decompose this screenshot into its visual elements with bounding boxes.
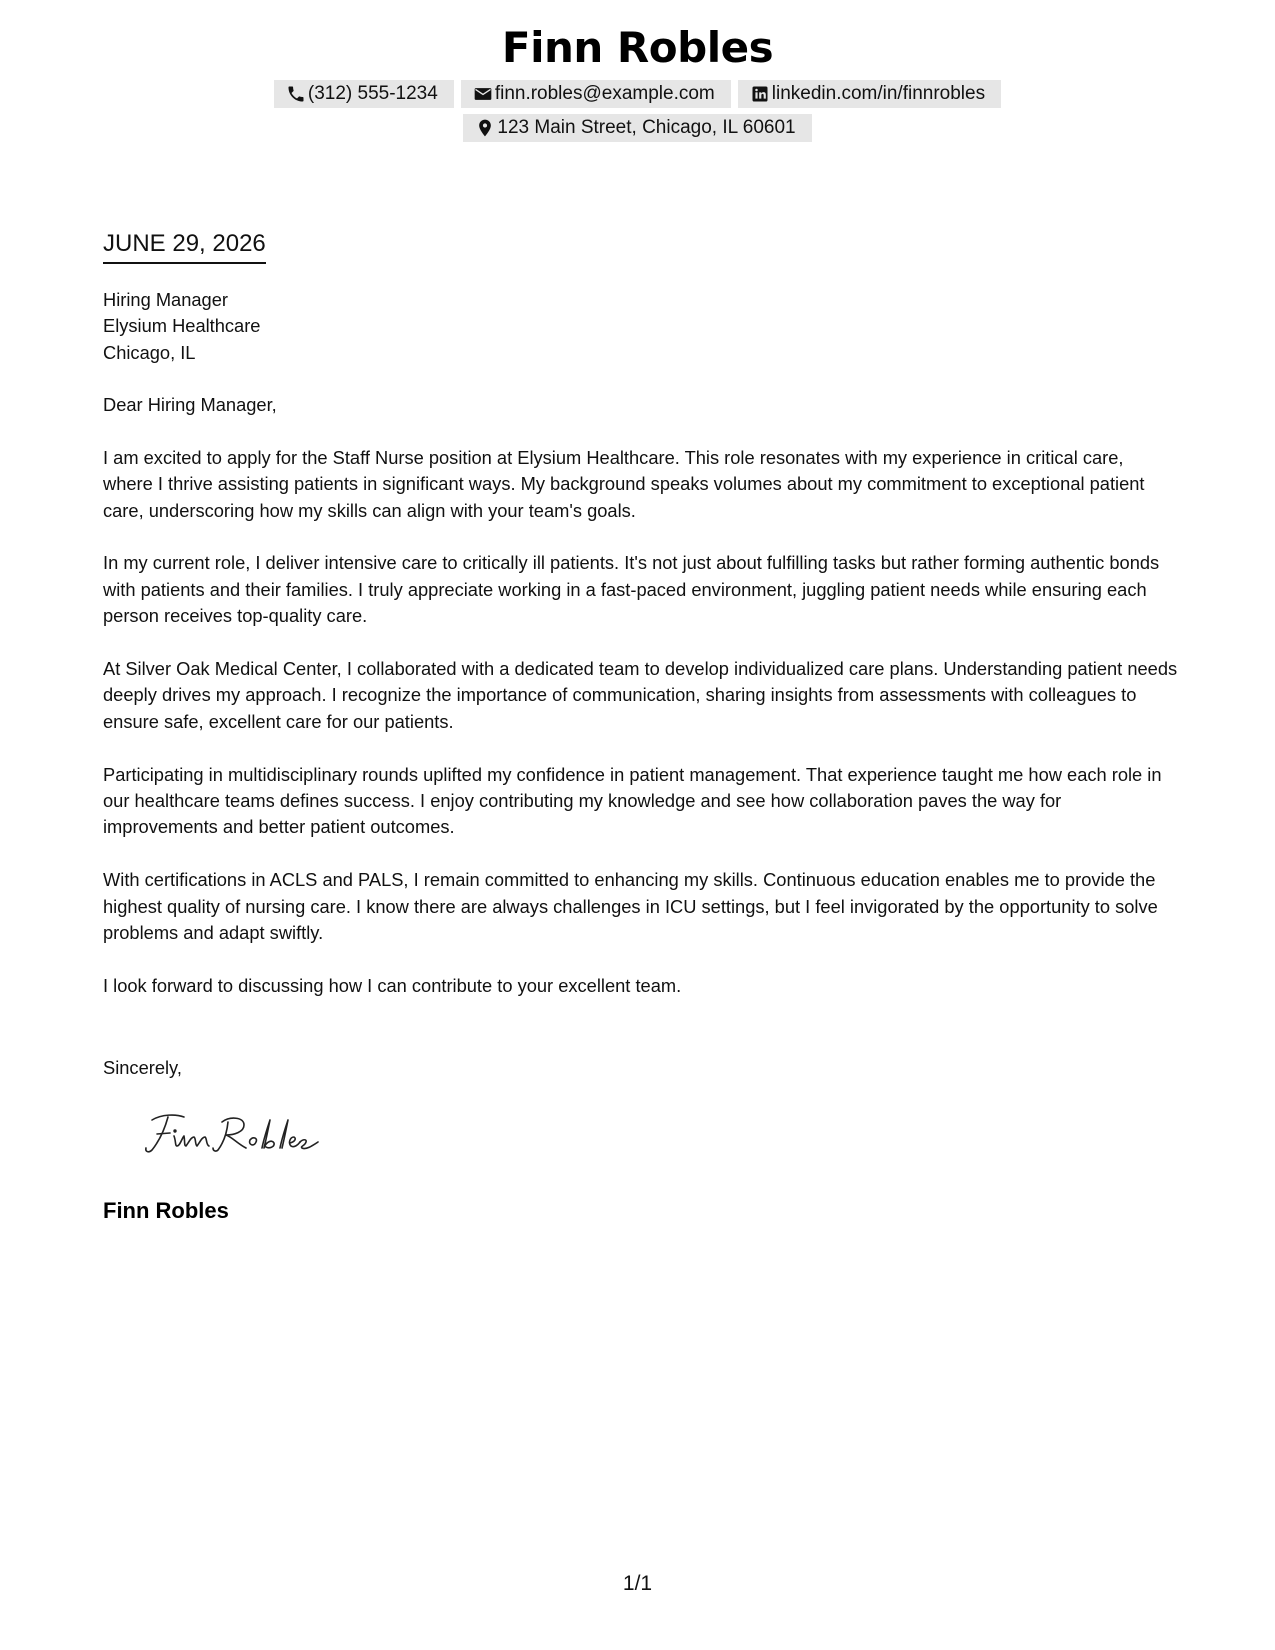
map-pin-icon	[475, 118, 495, 138]
body-paragraph: With certifications in ACLS and PALS, I remain committed to enhancing my skills. Continuous education enables me to provide the highest quality of nursing care. I know there are always challenges in ICU settings, but I feel invigorated by the opportunity to solve problems and adapt swiftly.	[103, 869, 1158, 944]
address-text: 123 Main Street, Chicago, IL 60601	[497, 117, 796, 138]
recipient-title: Hiring Manager	[103, 289, 228, 310]
phone-text: (312) 555-1234	[307, 83, 438, 104]
linkedin-text: linkedin.com/in/finnrobles	[771, 83, 986, 104]
body-paragraph: Participating in multidisciplinary rounds uplifted my confidence in patient management. That experience taught me how each role in our healthcare teams defines success. I enjoy contributing my knowledge and see how collaboration paves the way for improvements and better patient outcomes.	[103, 763, 1162, 838]
recipient-company: Elysium Healthcare	[103, 315, 261, 337]
recipient-location: Chicago, IL	[103, 341, 196, 363]
body-paragraph: I look forward to discussing how I can contribute to your excellent team.	[103, 974, 682, 996]
applicant-name: Finn Robles	[501, 23, 774, 72]
linkedin-icon	[750, 84, 770, 104]
phone-chip	[274, 80, 454, 108]
linkedin-chip	[738, 80, 1001, 108]
page-number: 1/1	[622, 1572, 653, 1595]
letter-body	[103, 392, 1178, 1026]
contact-row-primary	[0, 80, 1275, 108]
recipient-block	[103, 287, 1178, 366]
letter-header	[0, 20, 1275, 148]
email-chip	[461, 80, 731, 108]
salutation: Dear Hiring Manager,	[103, 394, 277, 415]
email-text: finn.robles@example.com	[494, 83, 715, 104]
letter-date: JUNE 29, 2026	[103, 229, 266, 264]
body-paragraph: In my current role, I deliver intensive care to critically ill patients. It's not just about fulfilling tasks but rather forming authentic bonds with patients and their families. I truly appreciate working in a fast-paced environment, juggling patient needs while ensuring each person receives top-quality care.	[103, 552, 1160, 627]
phone-icon	[286, 84, 306, 104]
closing-line: Sincerely,	[103, 1057, 182, 1078]
body-paragraph: At Silver Oak Medical Center, I collaborated with a dedicated team to develop individualized care plans. Understanding patient needs deeply drives my approach. I recognize the importance of communication, sharing insights from assessments with colleagues to ensure safe, excellent care for our patients.	[103, 658, 1178, 732]
handwritten-signature	[140, 1108, 330, 1158]
body-paragraph: I am excited to apply for the Staff Nurse position at Elysium Healthcare. This role resonates with my experience in critical care, where I thrive assisting patients in significant ways. My background speaks volumes about my commitment to exceptional patient care, underscoring how my skills can align with your team's goals.	[103, 446, 1145, 521]
signer-name: Finn Robles	[103, 1198, 229, 1223]
envelope-icon	[473, 84, 493, 104]
contact-row-secondary	[0, 114, 1275, 142]
address-chip	[463, 114, 811, 142]
